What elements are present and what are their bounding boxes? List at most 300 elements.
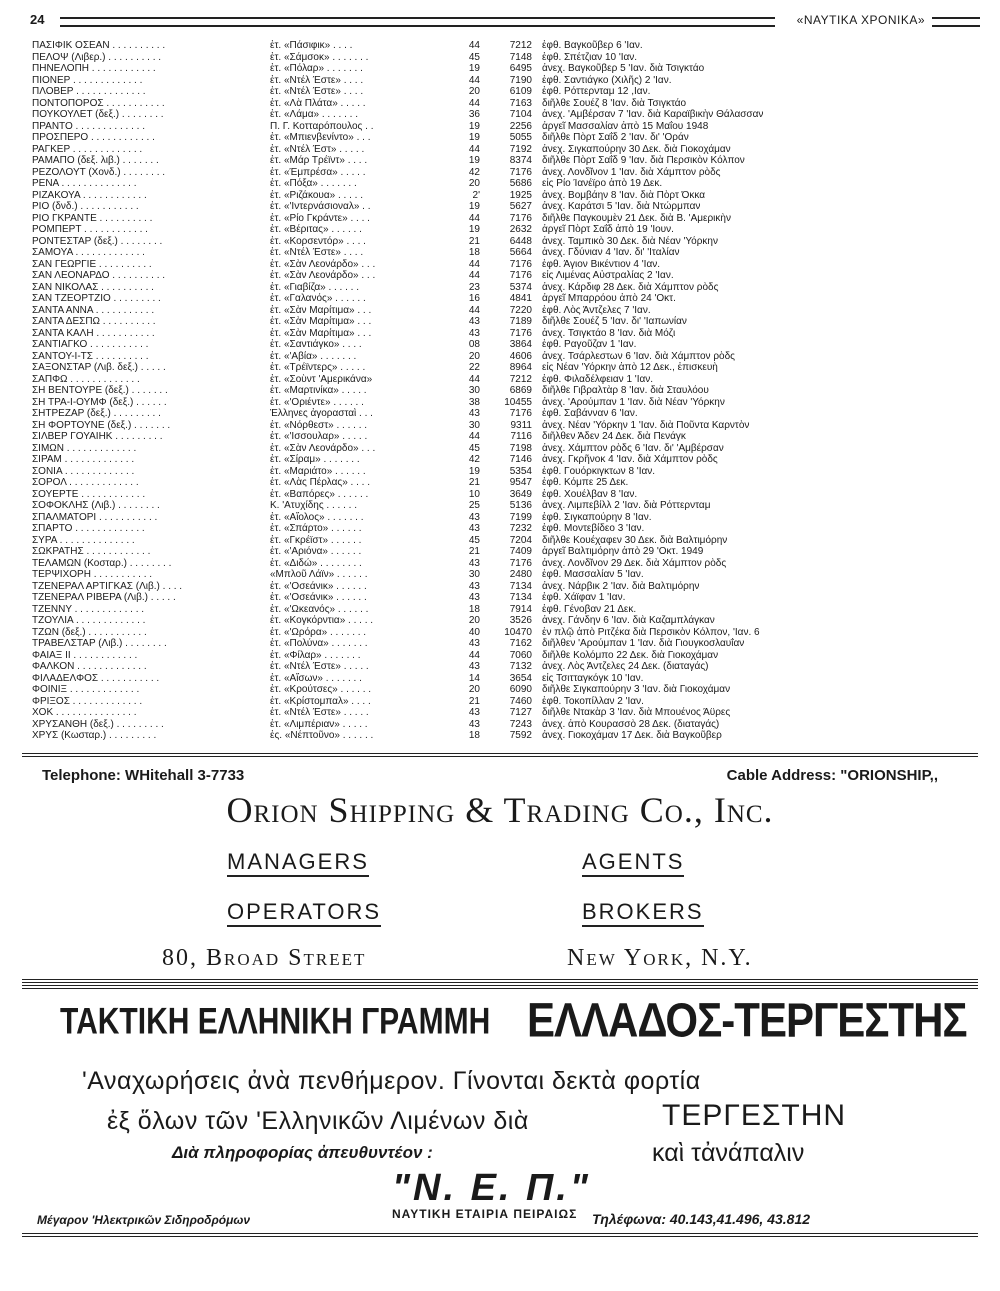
ship-operator: ἐτ. «'Οριέντε» . . . . . .	[270, 396, 364, 408]
ship-operator: ἐτ. «Αἴσων» . . . . . . .	[270, 672, 362, 684]
ship-name: ΣΗ ΒΕΝΤΟΥΡΕ (δεξ.) . . . . . . .	[32, 385, 168, 396]
ship-tonnage: 7189	[509, 316, 532, 327]
ship-dwt: 43	[468, 580, 480, 592]
ship-dwt: 10	[468, 488, 480, 500]
header-rule-left	[60, 17, 775, 27]
ship-operator: ἐτ. «Βαπόρες» . . . . . .	[270, 488, 369, 500]
ship-name: ΣΟΡΟΛ . . . . . . . . . . . . .	[32, 477, 139, 488]
ship-name: ΦΟΙΝΙΞ . . . . . . . . . . . . .	[32, 684, 140, 695]
ship-name: ΣΗ ΦΟΡΤΟΥΝΕ (δεξ.) . . . . . . .	[32, 419, 171, 431]
ship-tonnage: 3864	[509, 339, 532, 350]
ship-tonnage: 2256	[509, 120, 532, 132]
ship-tonnage: 7232	[509, 523, 532, 534]
line-bottom-rule	[22, 1233, 978, 1237]
ship-tonnage: 2632	[509, 224, 532, 235]
ship-tonnage: 7148	[509, 51, 532, 63]
ship-name: ΠΗΝΕΛΟΠΗ . . . . . . . . . . . .	[32, 63, 156, 74]
ship-name: ΣΟΦΟΚΛΗΣ (Λιβ.) . . . . . . . .	[32, 500, 160, 511]
ship-status: ἐφθ. Άγιον Βικέντιον 4 'Ιαν.	[542, 258, 661, 270]
ship-operator: ἐτ. «Σοὺντ 'Αμερικάνα»	[270, 373, 373, 385]
ship-status: ἐφθ. Ρόττερνταμ 12 ,Ιαν.	[542, 86, 651, 97]
ship-operator: ἐς. «Νέπτοῦνο» . . . . . .	[270, 730, 374, 741]
table-row	[32, 443, 792, 455]
ship-status: ἐφθ. Σαβάνναν 6 'Ιαν.	[542, 408, 638, 419]
ship-name: ΠΕΛΟΨ (Λιβερ.) . . . . . . . . . .	[32, 51, 162, 63]
ship-operator: ἐτ. «Λὰς Πέρλας» . . . .	[270, 477, 370, 488]
ship-name: ΠΡΑΝΤΟ . . . . . . . . . . . . .	[32, 120, 145, 132]
line-agency-fullname: ΝΑΥΤΙΚΗ ΕΤΑΙΡΙΑ ΠΕΙΡΑΙΩΣ	[392, 1207, 578, 1221]
ship-tonnage: 7176	[509, 408, 532, 419]
ship-tonnage: 7176	[509, 270, 532, 281]
page-number: 24	[30, 12, 45, 27]
ship-operator: ἐτ. «Πόξα» . . . . . . .	[270, 178, 357, 189]
ship-status: εἰς Λιμένας Αὐστραλίας 2 'Ιαν.	[542, 270, 674, 281]
ship-status: ἀνεχ. Καράτσι 5 'Ιαν. διὰ Ντώρμπαν	[542, 201, 701, 212]
table-row	[32, 512, 792, 524]
table-row	[32, 40, 792, 52]
line-title-left: ΤΑΚΤΙΚΗ ΕΛΛΗΝΙΚΗ ΓΡΑΜΜΗ	[60, 1001, 491, 1043]
ship-dwt: 19	[468, 155, 480, 166]
ship-operator: Κ. 'Ατυχίδης . . . . . .	[270, 500, 357, 511]
table-row	[32, 316, 792, 328]
table-row	[32, 466, 792, 478]
ship-operator: ἐτ. «Ντέλ Έστε» . . . .	[270, 247, 364, 258]
table-row	[32, 282, 792, 294]
ship-tonnage: 7146	[509, 454, 532, 465]
ship-dwt: 16	[468, 293, 480, 304]
table-row	[32, 420, 792, 432]
table-row	[32, 489, 792, 501]
ship-tonnage: 7220	[509, 304, 532, 316]
orion-label-brokers: BROKERS	[582, 899, 704, 927]
ship-tonnage: 6495	[509, 63, 532, 74]
ship-tonnage: 9547	[509, 477, 532, 488]
ship-dwt: 21	[468, 477, 480, 488]
ship-dwt: 25	[468, 500, 480, 511]
ship-dwt: 44	[468, 258, 480, 270]
table-row	[32, 144, 792, 156]
ship-name: ΡΑΓΚΕΡ . . . . . . . . . . . . .	[32, 143, 143, 155]
ship-name: ΤΖΩΝ (δεξ.) . . . . . . . . . . .	[32, 626, 147, 638]
ship-name: ΦΙΛΑΔΕΛΦΟΣ . . . . . . . . . . .	[32, 672, 160, 684]
table-row	[32, 454, 792, 466]
line-departures-text: 'Αναχωρήσεις ἀνὰ πενθήμερον. Γίνονται δεκτὰ φορτία	[82, 1067, 701, 1095]
ship-tonnage: 5627	[509, 201, 532, 212]
ship-dwt: 40	[468, 626, 480, 638]
ship-name: ΠΑΣΙΦΙΚ ΟΣΕΑΝ . . . . . . . . . .	[32, 40, 166, 51]
ship-tonnage: 7204	[509, 534, 532, 546]
ship-status: ἐφθ. Τοκοπίλλαν 2 'Ιαν.	[542, 695, 644, 707]
ship-tonnage: 7198	[509, 442, 532, 454]
ship-operator: ἐτ. «'Ωκεανός» . . . . . .	[270, 603, 369, 615]
ship-operator: «Μπλοῦ Λάϊν» . . . . . .	[270, 569, 368, 580]
ship-dwt: 21	[468, 235, 480, 247]
ship-operator: ἐτ. «Σὰν Μαρίτιμα» . . .	[270, 304, 372, 316]
ship-tonnage: 7914	[509, 603, 532, 615]
ship-dwt: 18	[468, 603, 480, 615]
ship-tonnage: 7127	[509, 707, 532, 718]
table-row	[32, 673, 792, 685]
ship-operator: ἐτ. «'Ισσουλαρ» . . . . .	[270, 431, 368, 442]
ship-dwt: 21	[468, 695, 480, 707]
table-row	[32, 684, 792, 696]
ship-tonnage: 7104	[509, 109, 532, 120]
ship-dwt: 20	[468, 178, 480, 189]
ship-operator: ἐτ. «Σαντιάγκο» . . . .	[270, 339, 362, 350]
ship-status: ἀνεχ. Γκρῆνοκ 4 'Ιαν. διὰ Χάμπτον ρὸδς	[542, 454, 718, 465]
ship-dwt: 23	[468, 281, 480, 293]
ship-operator: ἐτ. «Μάρ Τρέϊντ» . . . .	[270, 155, 368, 166]
ship-operator: ἐτ. «Ντέλ Έστε» . . . .	[270, 74, 364, 86]
table-row	[32, 385, 792, 397]
ship-status: ἐφθ. Χουέλβαν 8 'Ιαν.	[542, 488, 638, 500]
ship-name: ΣΑΞΟΝΣΤΑΡ (Λιβ. δεξ.) . . . . .	[32, 362, 166, 373]
ship-dwt: 43	[468, 592, 480, 603]
line-building: Μέγαρον 'Ηλεκτρικῶν Σιδηροδρόμων	[37, 1213, 251, 1227]
ship-status: ἐφθ. Σαντιάγκο (Χιλῆς) 2 'Ιαν.	[542, 74, 672, 86]
ship-status: διῆλθε Ντακὰρ 3 'Ιαν. διὰ Μπουένος Άϋρες	[542, 707, 731, 718]
ship-status: ἀνεχ. Λονδῖνον 1 'Ιαν. διὰ Χάμπτον ρὸδς	[542, 166, 721, 178]
ship-tonnage: 7132	[509, 661, 532, 672]
ship-operator: ἐτ. «Νόρθεστ» . . . . . .	[270, 419, 368, 431]
ship-status: εἰς Νέαν 'Υόρκην ἀπὸ 12 Δεκ., ἐπισκευὴ	[542, 362, 718, 373]
ship-dwt: 44	[468, 649, 480, 661]
ship-dwt: 43	[468, 557, 480, 569]
table-row	[32, 581, 792, 593]
ship-name: ΤΖΕΝΕΡΑΛ ΡΙΒΕΡΑ (Λιβ.) . . . . .	[32, 592, 176, 603]
ship-tonnage: 6109	[509, 86, 532, 97]
ship-operator: ἐτ. «Γκρέϊστ» . . . . . .	[270, 534, 362, 546]
ship-operator: ἐτ. «Κρούτσες» . . . . . .	[270, 684, 372, 695]
ship-name: ΡΙΟ ΓΚΡΑΝΤΕ . . . . . . . . . .	[32, 212, 153, 224]
ship-dwt: 42	[468, 454, 480, 465]
ship-name: ΤΡΑΒΕΛΣΤΑΡ (Λιβ.) . . . . . . . .	[32, 638, 167, 649]
table-row	[32, 650, 792, 662]
table-row	[32, 431, 792, 443]
ship-operator: ἐτ. «Ρίο Γκράντε» . . . .	[270, 212, 370, 224]
ship-status: διῆλθε Γιβραλτὰρ 8 'Ιαν. διὰ Σταυλόου	[542, 385, 709, 396]
ship-status: ἀνεχ. Τσιγκτάο 8 'Ιαν. διὰ Μόζι	[542, 327, 676, 339]
ship-status: ἀνεχ. Νέαν 'Υόρκην 1 'Ιαν. διὰ Ποῦντα Καρντὸν	[542, 419, 750, 431]
table-row	[32, 523, 792, 535]
ship-status: ἀργεῖ Βαλτιμόρην ἀπὸ 29 'Οκτ. 1949	[542, 546, 704, 557]
ship-name: ΣΑΝΤΑ ΑΝΝΑ . . . . . . . . . . .	[32, 304, 155, 316]
ship-operator: ἐτ. «'Οσεάνικ» . . . . . .	[270, 580, 367, 592]
ship-operator: ἐτ. «Ντέλ Έστ» . . . . .	[270, 143, 365, 155]
ship-status: ἀνεχ. Σιγκαπούρην 30 Δεκ. διὰ Γιοκοχάμαν	[542, 143, 731, 155]
ship-status: ἀνεχ. Ταμπικὸ 30 Δεκ. διὰ Νέαν 'Υόρκην	[542, 235, 718, 247]
ship-status: ἐφθ. Γουόρκιγκτων 8 'Ιαν.	[542, 465, 656, 477]
ship-name: ΠΡΟΣΠΕΡΟ . . . . . . . . . . . .	[32, 132, 155, 143]
ship-tonnage: 7592	[509, 730, 532, 741]
ship-tonnage: 7212	[509, 373, 532, 385]
ship-tonnage: 8964	[509, 362, 532, 373]
ship-name: ΣΑΠΦΩ . . . . . . . . . . . . .	[32, 373, 140, 385]
orion-shipping-advertisement	[22, 753, 978, 983]
ship-dwt: 19	[468, 63, 480, 74]
ship-operator: ἐτ. «Σὰν Μαρίτιμα» . . .	[270, 327, 372, 339]
ship-tonnage: 4841	[509, 293, 532, 304]
ship-operator: ἐτ. «'Ωρόρα» . . . . . . .	[270, 626, 367, 638]
ship-operator: ἐτ. «Σὰν Μαρίτιμα» . . .	[270, 316, 372, 327]
ship-operator: ἐτ. «'Οσεάνικ» . . . . . .	[270, 592, 367, 603]
ship-dwt: 44	[468, 304, 480, 316]
journal-title: «ΝΑΥΤΙΚΑ ΧΡΟΝΙΚΑ»	[796, 13, 925, 27]
ship-name: ΣΑΝΤΑ ΚΑΛΗ . . . . . . . . . . .	[32, 327, 155, 339]
ship-name: ΦΑΛΚΟΝ . . . . . . . . . . . . .	[32, 661, 147, 672]
ship-tonnage: 6448	[509, 235, 532, 247]
table-row	[32, 696, 792, 708]
ship-dwt: 18	[468, 730, 480, 741]
table-row	[32, 719, 792, 731]
ship-status: ἐφθ. Ραγοῦζαν 1 'Ιαν.	[542, 339, 637, 350]
ship-tonnage: 2480	[509, 569, 532, 580]
ship-tonnage: 7176	[509, 212, 532, 224]
table-row	[32, 374, 792, 386]
table-row	[32, 730, 792, 742]
table-row	[32, 339, 792, 351]
ship-status: ἀνεχ. Λὸς Άντζελες 24 Δεκ. (διαταγάς)	[542, 661, 709, 672]
ship-dwt: 43	[468, 718, 480, 730]
ship-dwt: 22	[468, 362, 480, 373]
table-row	[32, 270, 792, 282]
ship-status: ἀνεχ. Τσάρλεστων 6 'Ιαν. διὰ Χάμπτον ρὸδς	[542, 350, 735, 362]
ship-tonnage: 5136	[509, 500, 532, 511]
ship-operator: ἐτ. «Κορσεντόρ» . . . .	[270, 235, 366, 247]
ship-operator: ἐτ. «Τρέϊντερς» . . . . .	[270, 362, 366, 373]
ship-dwt: 43	[468, 327, 480, 339]
ship-name: ΡΕΖΟΛΟΥΤ (Χονδ.) . . . . . . . .	[32, 166, 166, 178]
ship-status: ἀνεχ. 'Αμβέρσαν 7 'Ιαν. διὰ Καραϊβικὴν Θάλασσαν	[542, 109, 764, 120]
orion-label-managers: MANAGERS	[227, 849, 369, 877]
ship-tonnage: 7162	[509, 638, 532, 649]
table-row	[32, 259, 792, 271]
ship-status: ἐν πλῷ ἀπὸ Ριτζέκα διὰ Περσικὸν Κόλπον, 'Ιαν. 6	[542, 626, 760, 638]
ship-tonnage: 7199	[509, 511, 532, 523]
ship-status: ἀνεχ. Νάρβικ 2 'Ιαν. διὰ Βαλτιμόρην	[542, 580, 700, 592]
ship-operator: ἐτ. «Πολύνα» . . . . . . .	[270, 638, 368, 649]
ship-tonnage: 7192	[509, 143, 532, 155]
ship-status: ἀνεχ. ἀπὸ Κουρασσὸ 28 Δεκ. (διαταγάς)	[542, 718, 720, 730]
ship-dwt: 20	[468, 86, 480, 97]
ship-operator: ἐτ. «Σπάρτο» . . . . . .	[270, 523, 362, 534]
table-row	[32, 569, 792, 581]
ship-tonnage: 5055	[509, 132, 532, 143]
ship-tonnage: 6869	[509, 385, 532, 396]
ship-name: ΠΙΟΝΕΡ . . . . . . . . . . . . .	[32, 74, 143, 86]
ship-name: ΣΟΝΙΑ . . . . . . . . . . . . .	[32, 465, 135, 477]
ship-name: ΤΕΛΑΜΩΝ (Κοσταρ.) . . . . . . . .	[32, 557, 172, 569]
table-row	[32, 661, 792, 673]
ship-dwt: 14	[468, 672, 480, 684]
ship-name: ΡΕΝΑ . . . . . . . . . . . . . .	[32, 178, 137, 189]
ship-tonnage: 5686	[509, 178, 532, 189]
ship-status: ἐφθ. Φιλαδέλφειαν 1 'Ιαν.	[542, 373, 654, 385]
table-row	[32, 75, 792, 87]
table-row	[32, 328, 792, 340]
ship-operator: ἐτ. «Λὰ Πλάτα» . . . . .	[270, 97, 366, 109]
ship-tonnage: 7190	[509, 74, 532, 86]
ship-name: ΣΥΡΑ . . . . . . . . . . . . . .	[32, 534, 135, 546]
table-row	[32, 500, 792, 512]
ship-tonnage: 9311	[510, 419, 532, 431]
table-row	[32, 63, 792, 75]
ship-dwt: 19	[468, 132, 480, 143]
ship-name: ΣΑΝΤΟΥ-Ι-ΤΣ . . . . . . . . . .	[32, 350, 149, 362]
ship-name: ΦΡΙΞΟΣ . . . . . . . . . . . . .	[32, 695, 143, 707]
ship-dwt: 42	[468, 166, 480, 178]
ship-tonnage: 6090	[509, 684, 532, 695]
ship-name: ΤΖΕΝΕΡΑΛ ΑΡΤΙΓΚΑΣ (Λιβ.) . . . .	[32, 580, 183, 592]
ship-dwt: 30	[468, 419, 480, 431]
ship-name: ΠΟΥΚΟΥΛΕΤ (δεξ.) . . . . . . . .	[32, 109, 164, 120]
ship-operator: Π. Γ. Κοτταρόπουλος . .	[270, 120, 374, 132]
ship-name: ΣΗΤΡΕΖΑΡ (δεξ.) . . . . . . . . .	[32, 408, 161, 419]
ship-name: ΣΑΝ ΝΙΚΟΛΑΣ . . . . . . . . . .	[32, 281, 154, 293]
ship-operator: ἐτ. «Κογκόρντια» . . . . .	[270, 615, 374, 626]
page-header	[30, 10, 980, 30]
orion-telephone: Telephone: WHitehall 3-7733	[42, 767, 245, 784]
ship-operator: ἐτ. «Κρίστομπαλ» . . . .	[270, 695, 371, 707]
ship-name: ΣΙΛΒΕΡ ΓΟΥΑΙΗΚ . . . . . . . . .	[32, 431, 163, 442]
ship-operator: ἐτ. «'Αβία» . . . . . . .	[270, 350, 357, 362]
ship-tonnage: 7116	[510, 431, 532, 442]
table-row	[32, 592, 792, 604]
ship-status: διῆλθεν Άδεν 24 Δεκ. διὰ Πενάγκ	[542, 431, 686, 442]
line-info-text: Διὰ πληροφορίας ἀπευθυντέον :	[172, 1143, 433, 1162]
ship-dwt: 20	[468, 684, 480, 695]
ship-operator: ἐτ. «Σὰν Λεονάρδο» . . .	[270, 270, 376, 281]
ship-name: ΣΙΡΑΜ . . . . . . . . . . . . .	[32, 454, 135, 465]
ship-tonnage: 7176	[509, 327, 532, 339]
ship-tonnage: 5354	[509, 465, 532, 477]
table-row	[32, 546, 792, 558]
ship-tonnage: 7176	[509, 557, 532, 569]
ship-name: ΠΟΝΤΟΠΟΡΟΣ . . . . . . . . . . .	[32, 97, 165, 109]
table-row	[32, 638, 792, 650]
ship-status: ἀνεχ. Κάρδιφ 28 Δεκ. διὰ Χάμπτον ρὸδς	[542, 281, 719, 293]
table-row	[32, 178, 792, 190]
ship-tonnage: 5664	[509, 247, 532, 258]
ship-dwt: 36	[468, 109, 480, 120]
ship-dwt: 19	[468, 224, 480, 235]
ship-dwt: 20	[468, 615, 480, 626]
ship-status: ἀνεχ. 'Αρούμπαν 1 'Ιαν. διὰ Νέαν 'Υόρκην	[542, 396, 725, 408]
ship-operator: ἐτ. «Πόλαρ» . . . . . . .	[270, 63, 363, 74]
table-row	[32, 201, 792, 213]
ship-name: ΡΙΟ (δνδ.) . . . . . . . . . . .	[32, 201, 139, 212]
line-ports-text: ἐξ ὅλων τῶν 'Ελληνικῶν Λιμένων διὰ	[107, 1107, 529, 1135]
ship-tonnage: 7243	[509, 718, 532, 730]
ship-operator: ἐτ. «Μπιενβενίντο» . . .	[270, 132, 371, 143]
ship-dwt: 45	[468, 534, 480, 546]
table-row	[32, 190, 792, 202]
ship-operator: ἐτ. «Λιμπέριαν» . . . . .	[270, 718, 368, 730]
table-row	[32, 98, 792, 110]
ship-status: ἀνεχ. Γιοκοχάμαν 17 Δεκ. διὰ Βαγκοῦβερ	[542, 730, 722, 741]
ship-tonnage: 7176	[509, 258, 532, 270]
ship-name: ΡΟΜΠΕΡΤ . . . . . . . . . . . .	[32, 224, 148, 235]
table-row	[32, 397, 792, 409]
table-row	[32, 362, 792, 374]
table-row	[32, 247, 792, 259]
ship-dwt: 45	[468, 51, 480, 63]
table-row	[32, 293, 792, 305]
orion-city: New York, N.Y.	[567, 945, 753, 971]
ship-name: ΣΑΝ ΓΕΩΡΓΙΕ . . . . . . . . . .	[32, 258, 152, 270]
ship-name: ΠΛΟΒΕΡ . . . . . . . . . . . . .	[32, 86, 146, 97]
ship-status: ἐφθ. Χάϊφαν 1 'Ιαν.	[542, 592, 626, 603]
ship-tonnage: 7460	[509, 695, 532, 707]
ship-tonnage: 7060	[509, 649, 532, 661]
ship-status: διῆλθε Πὸρτ Σαΐδ 9 'Ιαν. διὰ Περσικὸν Κόλπον	[542, 155, 745, 166]
ship-operator: ἐτ. «Γιαβίζα» . . . . . .	[270, 281, 360, 293]
orion-label-operators: OPERATORS	[227, 899, 381, 927]
ship-tonnage: 7176	[509, 166, 532, 178]
table-row	[32, 707, 792, 719]
ship-status: ἀνεχ. Λονδῖνον 29 Δεκ. διὰ Χάμπτον ρὸδς	[542, 557, 727, 569]
greek-line-advertisement	[22, 985, 978, 1239]
ship-status: ἐφθ. Μασσαλίαν 5 'Ιαν.	[542, 569, 644, 580]
ship-operator: ἐτ. «Βέριτας» . . . . . .	[270, 224, 362, 235]
ship-operator: ἐτ. «Μαρτινίκα» . . . . .	[270, 385, 367, 396]
ship-name: ΣΩΚΡΑΤΗΣ . . . . . . . . . . . .	[32, 546, 151, 557]
ship-status: εἰς Ρίο Ίανέϊρο ἀπὸ 19 Δεκ.	[542, 178, 663, 189]
ship-tonnage: 7134	[509, 580, 532, 592]
ship-dwt: 44	[468, 373, 480, 385]
ship-status: ἀργεῖ Μασσαλίαν ἀπὸ 15 Μαΐου 1948	[542, 120, 709, 132]
ship-status: ἀργεῖ Πὸρτ Σαΐδ ἀπὸ 19 'Ιουν.	[542, 224, 674, 235]
ship-dwt: 43	[468, 638, 480, 649]
ship-name: ΣΑΝ ΛΕΟΝΑΡΔΟ . . . . . . . . . .	[32, 270, 166, 281]
table-row	[32, 604, 792, 616]
ship-name: ΣΟΥΕΡΤΕ . . . . . . . . . . . .	[32, 488, 146, 500]
table-row	[32, 615, 792, 627]
table-row	[32, 109, 792, 121]
ship-dwt: 43	[468, 661, 480, 672]
table-row	[32, 236, 792, 248]
ship-status: διῆλθεν 'Αρούμπαν 1 'Ιαν. διὰ Γιουγκοσλαυΐαν	[542, 638, 745, 649]
ship-tonnage: 7409	[509, 546, 532, 557]
ship-name: ΧΡΥΣ (Κωσταρ.) . . . . . . . . .	[32, 730, 157, 741]
table-row	[32, 167, 792, 179]
ship-dwt: 44	[468, 40, 480, 51]
ship-name: ΣΑΝΤΙΑΓΚΟ . . . . . . . . . . .	[32, 339, 149, 350]
ship-status: διῆλθε Κουέχαφεν 30 Δεκ. διὰ Βαλτιμόρην	[542, 534, 728, 546]
ship-dwt: 44	[468, 143, 480, 155]
ship-name: ΡΑΜΑΠΟ (δεξ. λιβ.) . . . . . . .	[32, 155, 159, 166]
ship-movements-table	[32, 40, 792, 742]
ship-tonnage: 3526	[509, 615, 532, 626]
ship-dwt: 30	[468, 385, 480, 396]
ship-dwt: 43	[468, 523, 480, 534]
ship-status: ἀνεχ. Λιμπεβίλλ 2 'Ιαν. διὰ Ρόττερνταμ	[542, 500, 711, 511]
ship-name: ΣΠΑΡΤΟ . . . . . . . . . . . . .	[32, 523, 145, 534]
ship-status: ἐφθ. Γένοβαν 21 Δεκ.	[542, 603, 637, 615]
ship-name: ΣΙΜΩΝ . . . . . . . . . . . . .	[32, 442, 137, 454]
ship-tonnage: 10455	[504, 396, 532, 408]
ship-dwt: 19	[468, 201, 480, 212]
line-phones: Τηλέφωνα: 40.143,41.496, 43.812	[592, 1211, 811, 1227]
ship-dwt: 38	[468, 396, 480, 408]
ship-dwt: 18	[468, 247, 480, 258]
ship-tonnage: 7212	[509, 40, 532, 51]
ship-tonnage: 8374	[509, 155, 532, 166]
ship-operator: Έλληνες ἀγορασταὶ . . .	[270, 408, 373, 419]
ship-operator: ἐτ. «Σίραμ» . . . . . . .	[270, 454, 360, 465]
ship-name: ΧΡΥΣΑΝΘΗ (δεξ.) . . . . . . . . .	[32, 718, 164, 730]
ship-dwt: 43	[468, 707, 480, 718]
